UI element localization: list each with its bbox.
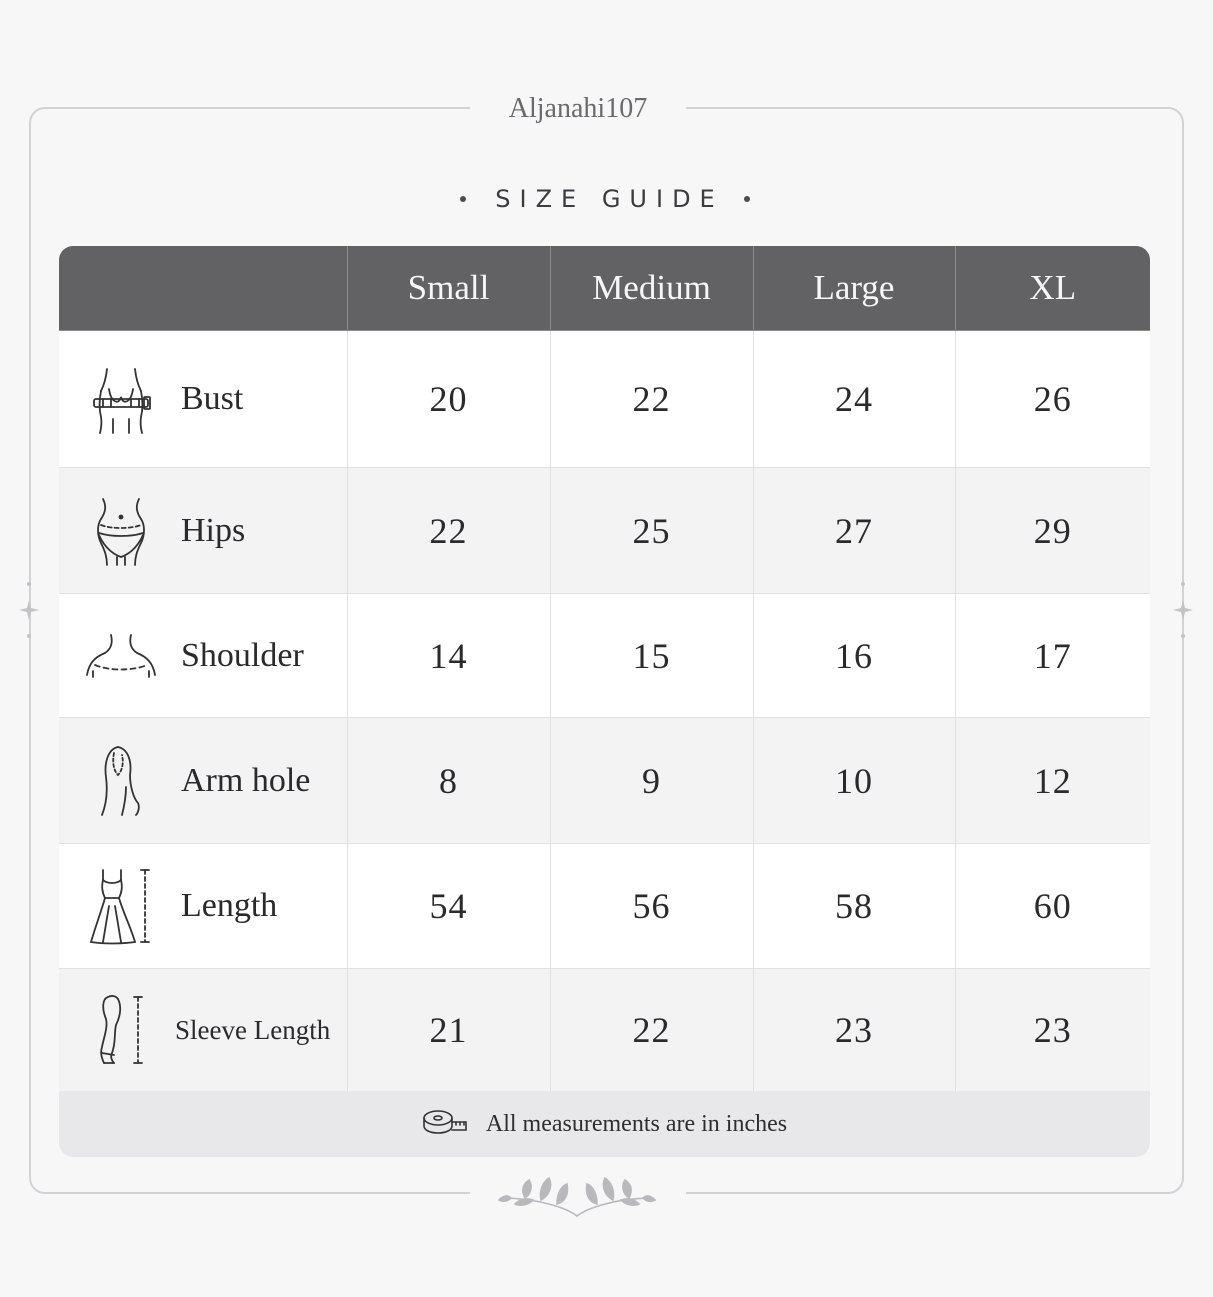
value-sleeve-length-xl: 23 [955,969,1150,1092]
measuring-tape-icon [422,1108,470,1140]
value-arm-hole-small: 8 [347,718,550,844]
row-label-cell [59,718,347,844]
value-bust-medium: 22 [550,331,753,468]
value-length-xl: 60 [955,844,1150,969]
shoulder-icon [81,631,161,681]
value-hips-large: 27 [753,468,955,594]
row-label-cell [59,331,347,468]
row-label-cell [59,468,347,594]
row-label-cell [59,844,347,969]
column-header-small: Small [347,246,550,331]
value-bust-large: 24 [753,331,955,468]
value-hips-medium: 25 [550,468,753,594]
left-sparkle-ornament [19,578,39,642]
table-row-hips [59,468,1150,594]
value-hips-xl: 29 [955,468,1150,594]
hips-icon [81,495,161,567]
column-header-xl: XL [955,246,1150,331]
right-sparkle-ornament [1173,578,1193,642]
table-row-arm-hole [59,718,1150,844]
header-row [59,246,1150,331]
dress-length-icon [81,866,161,946]
value-bust-small: 20 [347,331,550,468]
row-label-bust: Bust [181,380,244,417]
sleeve-length-icon [81,993,161,1067]
value-sleeve-length-medium: 22 [550,969,753,1092]
column-header-medium: Medium [550,246,753,331]
value-hips-small: 22 [347,468,550,594]
value-length-large: 58 [753,844,955,969]
value-arm-hole-medium: 9 [550,718,753,844]
value-length-small: 54 [347,844,550,969]
measurement-note-text: All measurements are in inches [485,1110,788,1137]
table-row-length [59,844,1150,969]
size-table [59,246,1150,1092]
value-shoulder-xl: 17 [955,594,1150,718]
row-label-shoulder: Shoulder [181,636,304,674]
title-dot-right [744,196,750,202]
table-row-bust [59,331,1150,468]
value-shoulder-medium: 15 [550,594,753,718]
value-shoulder-small: 14 [347,594,550,718]
value-sleeve-length-large: 23 [753,969,955,1092]
value-shoulder-large: 16 [753,594,955,718]
row-label-arm-hole: Arm hole [181,761,311,799]
title-text: SIZE GUIDE [495,185,724,213]
row-label-length: Length [181,887,278,924]
arm-hole-icon [81,743,161,819]
row-label-cell [59,594,347,718]
value-length-medium: 56 [550,844,753,969]
brand-name: Aljanahi107 [508,93,648,124]
row-label-cell [59,969,347,1092]
table-row-shoulder [59,594,1150,718]
value-arm-hole-xl: 12 [955,718,1150,844]
value-sleeve-length-small: 21 [347,969,550,1092]
value-bust-xl: 26 [955,331,1150,468]
title-dot-left [460,196,466,202]
column-header-large: Large [753,246,955,331]
leaf-ornament-icon [497,1172,657,1220]
size-table-card [59,246,1150,1157]
header-corner-cell [59,246,347,331]
value-arm-hole-large: 10 [753,718,955,844]
table-row-sleeve-length [59,969,1150,1092]
measurement-note [59,1091,1150,1157]
size-guide-title [380,185,830,223]
row-label-sleeve-length: Sleeve Length [175,1014,331,1045]
row-label-hips: Hips [181,511,246,549]
bust-icon [81,363,161,435]
